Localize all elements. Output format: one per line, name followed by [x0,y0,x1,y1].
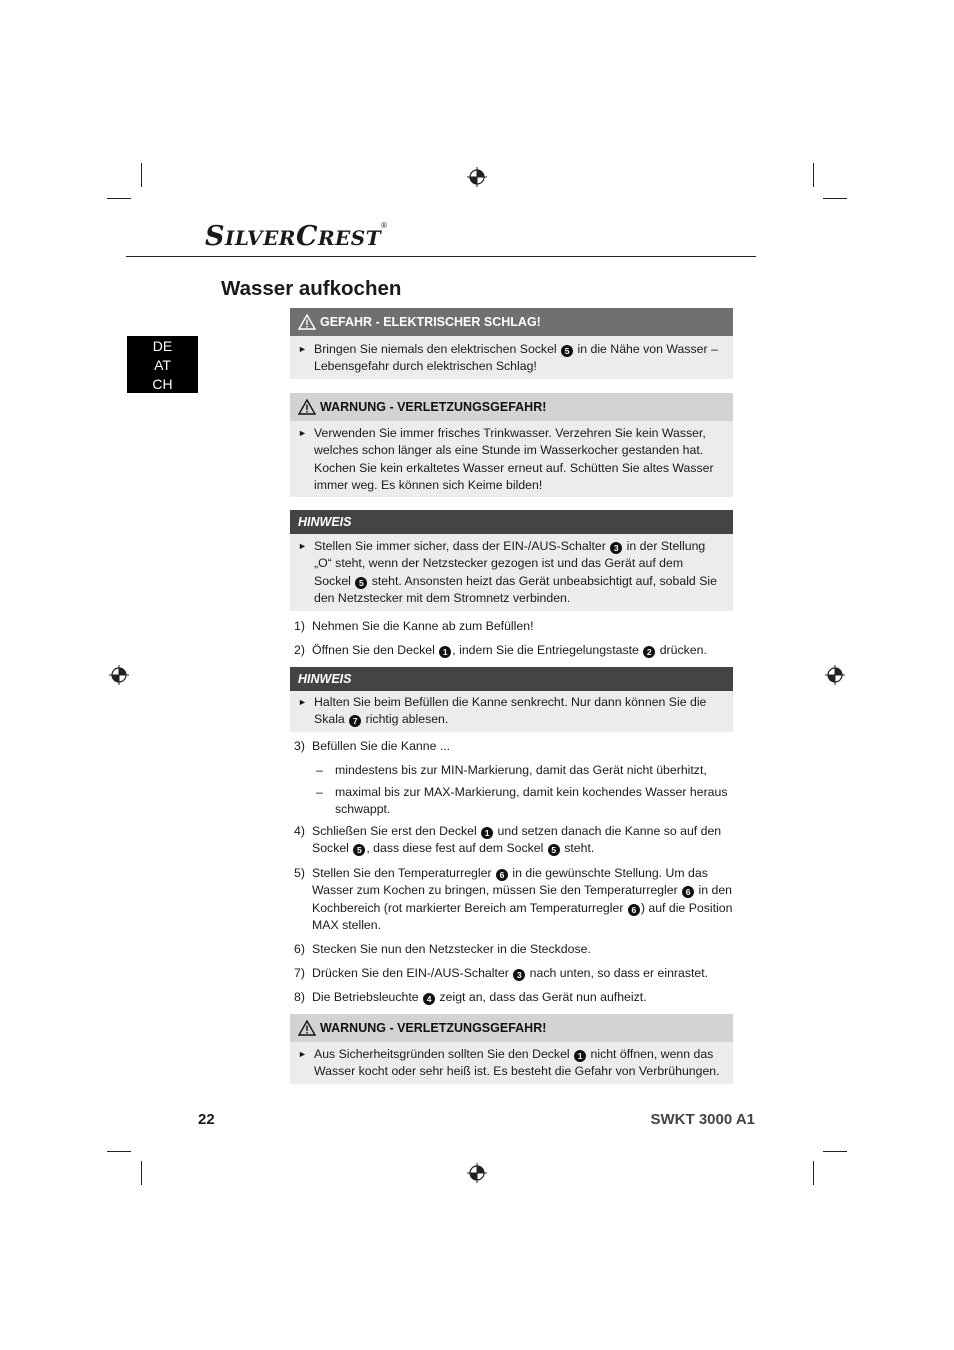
danger-box [290,308,733,379]
list-item [298,1046,723,1081]
language-tab [127,336,198,393]
step-text [312,823,734,858]
sub-item-text: mindestens bis zur MIN-Markierung, damit das Gerät nicht überhitzt, [335,763,707,777]
box-body [290,421,733,497]
list-item [298,538,723,608]
step-number: 7) [294,966,305,980]
callout-number: 3 [513,969,525,981]
step-text [312,965,708,982]
danger-heading [290,308,733,336]
step-item [294,823,734,858]
crop-mark [813,1161,814,1185]
text-part: Drücken Sie den EIN-/AUS-Schalter [312,966,513,980]
arrow-icon: ► [298,344,307,354]
callout-number: 7 [349,715,361,727]
language-code: DE [152,338,173,354]
sub-item [316,762,734,779]
text-part: Öffnen Sie den Deckel [312,643,439,657]
step-number: 2) [294,643,305,657]
step-item [294,965,734,982]
arrow-icon: ► [298,697,307,707]
note-heading [290,667,733,691]
callout-number: 5 [355,577,367,589]
warning-triangle-icon [298,399,316,415]
box-body [290,534,733,611]
list-item [298,694,723,729]
logo-letter: S [205,221,225,252]
crop-mark [813,163,814,187]
callout-number: 1 [439,646,451,658]
sub-item [316,784,734,819]
registration-mark-icon [109,665,129,685]
box-heading-text: HINWEIS [298,515,352,529]
text-part: und setzen danach die Kanne so auf den Sockel [312,824,722,856]
callout-number: 6 [496,869,508,881]
step-text [312,865,734,935]
step-item [294,941,734,958]
text-part: Bringen Sie niemals den elektrischen Sockel [314,342,561,356]
dash: – [316,763,323,777]
text-part: ) auf die Position MAX stellen. [312,900,733,933]
text-part: drücken. [656,643,707,657]
box-body [290,336,733,379]
step-item [294,642,734,659]
step-number: 5) [294,866,305,880]
logo-letter: C [295,221,318,252]
brand-logo [205,221,387,251]
box-body [290,691,733,732]
model-number: SWKT 3000 A1 [650,1111,755,1128]
text-part: steht. Ansonsten heizt das Gerät unbeabsichtigt auf, sobald Sie den Netzstecker mit dem Stromnetz verbinden. [314,573,717,606]
step-item [294,989,734,1006]
text-part: Stellen Sie den Temperaturregler [312,866,495,880]
text-part: nach unten, so dass er einrastet. [526,966,709,980]
text-part: zeigt an, dass das Gerät nun aufheizt. [436,990,647,1004]
callout-number: 5 [353,844,365,856]
text-part: Halten Sie beim Befüllen die Kanne senkrecht. Nur dann können Sie die Skala [314,695,707,727]
step-item [294,865,734,935]
logo-letters: REST [317,226,382,250]
item-text [314,341,723,376]
page-number: 22 [198,1111,215,1128]
text-part: nicht öffnen, wenn das Wasser kocht oder sehr heiß ist. Es besteht die Gefahr von Verbrühungen. [314,1047,720,1079]
text-part: , dass diese fest auf dem Sockel [366,841,547,856]
crop-mark [823,198,847,199]
arrow-icon: ► [298,428,307,438]
text-part: in der Stellung „O“ steht, wenn der Netzstecker gezogen ist und das Gerät auf dem Sockel [314,539,706,588]
page-title: Wasser aufkochen [221,277,402,300]
registration-mark-icon [467,1163,487,1183]
callout-number: 1 [574,1050,586,1062]
text-part: steht. [560,841,595,856]
box-heading-text: GEFAHR - ELEKTRISCHER SCHLAG! [320,315,541,329]
logo-letters: ILVER [225,226,296,250]
callout-number: 2 [643,646,655,658]
box-heading-text: HINWEIS [298,672,352,686]
list-item [298,341,723,376]
note-heading [290,510,733,534]
step-text: Nehmen Sie die Kanne ab zum Befüllen! [312,619,534,633]
warning-heading [290,1014,733,1042]
step-item [294,738,734,755]
language-code: AT [154,357,171,373]
callout-number: 5 [561,345,573,357]
language-code: CH [152,376,173,392]
callout-number: 6 [628,904,640,916]
registered-mark: ® [381,221,388,230]
item-text [314,538,723,608]
warning-heading [290,393,733,421]
step-text [312,989,647,1006]
item-text [314,1046,723,1081]
callout-number: 5 [548,844,560,856]
text-part: , indem Sie die Entriegelungstaste [452,643,643,657]
text-part: Stellen Sie immer sicher, dass der EIN-/AUS-Schalter [314,539,610,553]
crop-mark [141,1161,142,1185]
warning-box [290,1014,733,1084]
step-number: 3) [294,739,305,753]
arrow-icon: ► [298,541,307,551]
text-part: Aus Sicherheitsgründen sollten Sie den Deckel [314,1047,574,1061]
list-item [298,425,723,495]
crop-mark [823,1151,847,1152]
warning-box [290,393,733,497]
sub-item-text: maximal bis zur MAX-Markierung, damit kein kochendes Wasser heraus schwappt. [335,785,728,817]
crop-mark [107,198,131,199]
text-part: Schließen Sie erst den Deckel [312,824,481,838]
step-number: 6) [294,942,305,956]
step-text: Stecken Sie nun den Netzstecker in die Steckdose. [312,942,591,956]
callout-number: 4 [423,993,435,1005]
warning-triangle-icon [298,1020,316,1036]
box-body [290,1042,733,1084]
dash: – [316,785,323,799]
step-number: 1) [294,619,305,633]
box-heading-text: WARNUNG - VERLETZUNGSGEFAHR! [320,1021,547,1035]
note-box [290,667,733,732]
warning-triangle-icon [298,314,316,330]
text-part: Die Betriebsleuchte [312,990,423,1004]
item-text: Verwenden Sie immer frisches Trinkwasser. Verzehren Sie kein Wasser, welches schon länger als eine Stunde im Wasserkocher gestanden hat. Kochen Sie kein erkaltetes Wasser erneut auf. Schütten Sie altes Wasser immer weg. Es können sich Keime bilden! [314,426,714,493]
note-box [290,510,733,611]
step-text: Befüllen Sie die Kanne ... [312,739,451,753]
text-part: in den Kochbereich (rot markierter Bereich am Temperaturregler [312,883,733,915]
step-item [294,618,734,635]
text-part: in die gewünschte Stellung. Um das Wasser zum Kochen zu bringen, müssen Sie den Temperaturregler [312,866,708,898]
arrow-icon: ► [298,1049,307,1059]
box-heading-text: WARNUNG - VERLETZUNGSGEFAHR! [320,400,547,414]
crop-mark [141,163,142,187]
step-number: 8) [294,990,305,1004]
item-text [314,694,723,729]
callout-number: 1 [481,827,493,839]
header-rule [126,256,756,257]
text-part: in die Nähe von Wasser – Lebensgefahr durch elektrischen Schlag! [314,342,718,374]
registration-mark-icon [467,167,487,187]
crop-mark [107,1151,131,1152]
callout-number: 3 [610,542,622,554]
registration-mark-icon [825,665,845,685]
text-part: richtig ablesen. [362,712,449,727]
callout-number: 6 [682,886,694,898]
step-text [312,642,707,659]
step-number: 4) [294,824,305,838]
